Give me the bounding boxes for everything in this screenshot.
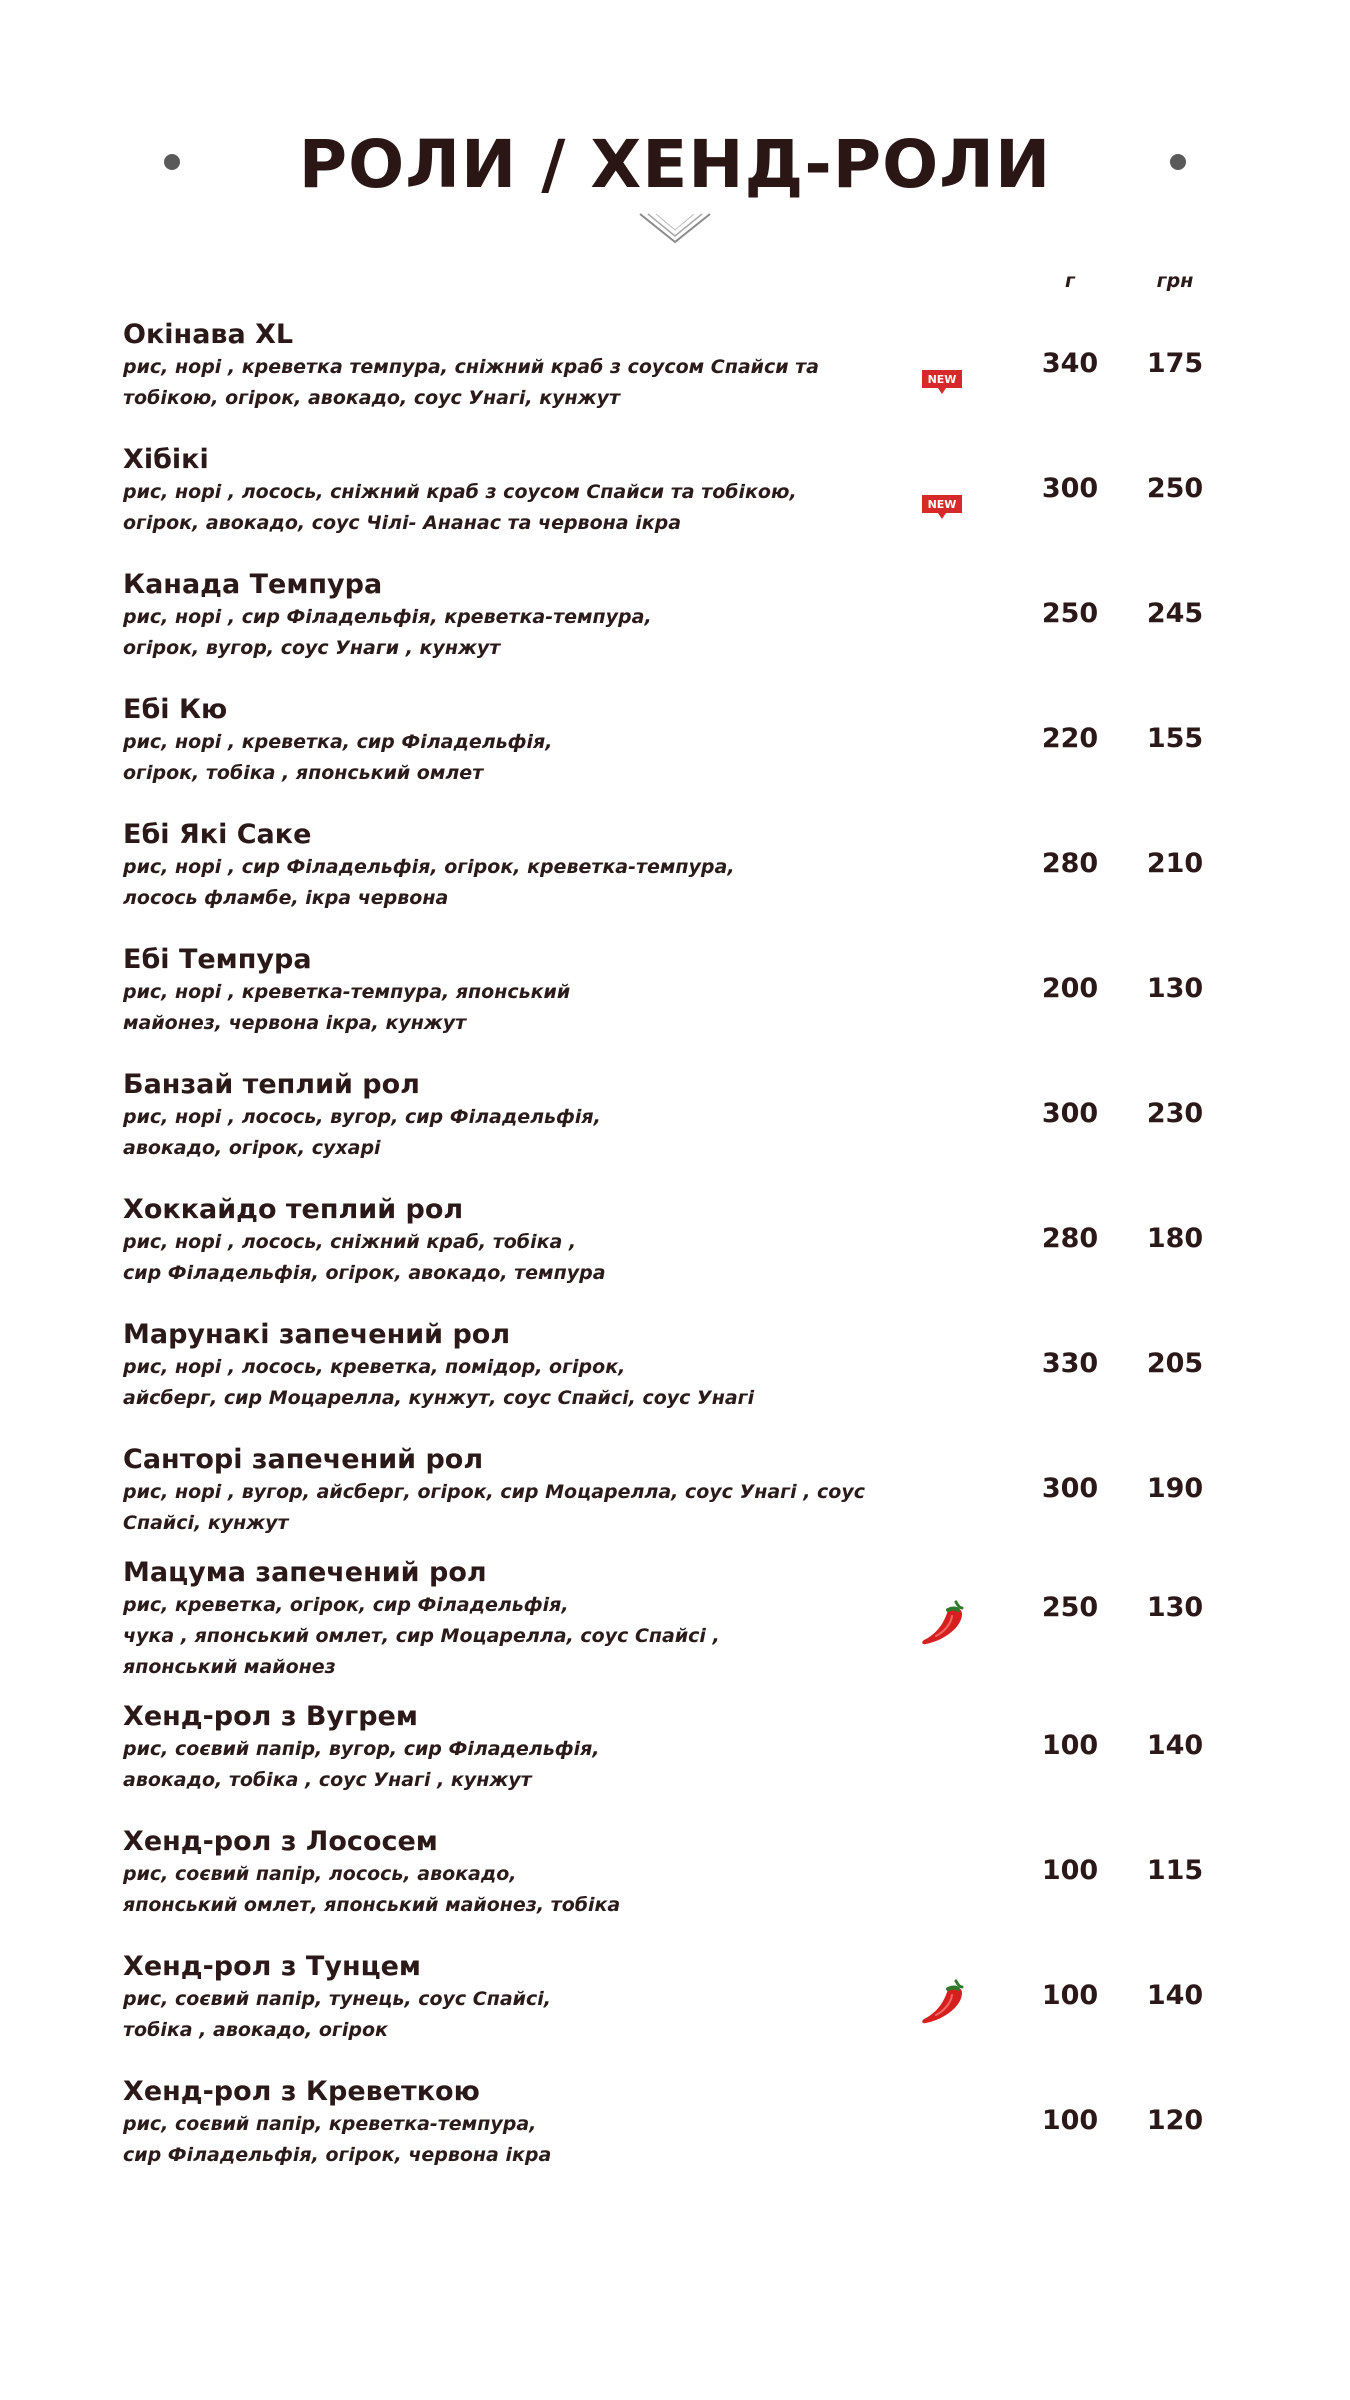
item-weight: 280 <box>1041 848 1099 879</box>
item-price: 130 <box>1146 1592 1204 1623</box>
item-description: рис, норі , лосось, сніжний краб, тобіка , сир Філадельфія, огірок, авокадо, темпура <box>123 1231 606 1284</box>
menu-item <box>123 1700 1223 1796</box>
svg-text:NEW: NEW <box>927 373 957 386</box>
item-name: Канада Темпура <box>123 569 383 600</box>
item-weight: 200 <box>1041 973 1099 1004</box>
item-description: рис, норі , вугор, айсберг, огірок, сир Моцарелла, соус Унагі , соус Спайсі, кунжут <box>123 1481 866 1534</box>
item-description: рис, соєвий папір, лосось, авокадо, японський омлет, японський майонез, тобіка <box>123 1863 621 1916</box>
item-name: Ебі Які Саке <box>123 819 312 850</box>
item-price: 180 <box>1146 1223 1204 1254</box>
item-weight: 220 <box>1041 723 1099 754</box>
item-description: рис, соєвий папір, тунець, соус Спайсі, тобіка , авокадо, огірок <box>123 1988 551 2041</box>
item-name: Окінава XL <box>123 319 294 350</box>
item-price: 205 <box>1146 1348 1204 1379</box>
menu-item <box>123 1068 1223 1164</box>
item-weight: 100 <box>1041 1855 1099 1886</box>
item-description: рис, соєвий папір, вугор, сир Філадельфія, авокадо, тобіка , соус Унагі , кунжут <box>123 1738 600 1791</box>
item-price: 245 <box>1146 598 1204 629</box>
menu-item <box>123 318 1223 414</box>
item-weight: 280 <box>1041 1223 1099 1254</box>
item-name: Хенд-рол з Тунцем <box>123 1951 422 1982</box>
svg-text:NEW: NEW <box>927 498 957 511</box>
item-description: рис, норі , лосось, вугор, сир Філадельфія, авокадо, огірок, сухарі <box>123 1106 601 1159</box>
item-name: Хенд-рол з Лососем <box>123 1826 438 1857</box>
chili-pepper-icon <box>918 1975 968 2027</box>
item-price: 140 <box>1146 1730 1204 1761</box>
item-price: 120 <box>1146 2105 1204 2136</box>
menu-item <box>123 443 1223 539</box>
item-description: рис, норі , сир Філадельфія, огірок, креветка-темпура, лосось фламбе, ікра червона <box>123 856 735 909</box>
section-header <box>150 112 1200 252</box>
item-name: Хенд-рол з Креветкою <box>123 2076 480 2107</box>
menu-item <box>123 568 1223 664</box>
item-name: Мацума запечений рол <box>123 1557 487 1588</box>
item-weight: 250 <box>1041 1592 1099 1623</box>
item-weight: 330 <box>1041 1348 1099 1379</box>
item-description: рис, норі , лосось, сніжний краб з соусом Спайси та тобікою, огірок, авокадо, соус Чілі- Ананас та червона ікра <box>123 481 797 534</box>
item-name: Хенд-рол з Вугрем <box>123 1701 418 1732</box>
item-weight: 100 <box>1041 1730 1099 1761</box>
price-column-header: грн <box>1156 270 1194 292</box>
item-name: Ебі Кю <box>123 694 228 725</box>
item-name: Марунакі запечений рол <box>123 1319 511 1350</box>
item-price: 175 <box>1146 348 1204 379</box>
item-price: 190 <box>1146 1473 1204 1504</box>
new-badge-icon <box>920 493 964 521</box>
item-description: рис, норі , креветка темпура, сніжний краб з соусом Спайси та тобікою, огірок, авокадо, соус Унагі, кунжут <box>123 356 820 409</box>
item-name: Ебі Темпура <box>123 944 312 975</box>
item-description: рис, креветка, огірок, сир Філадельфія, чука , японський омлет, сир Моцарелла, соус Спайсі , японський майонез <box>123 1594 720 1678</box>
page-title: РОЛИ / ХЕНД-РОЛИ <box>298 126 1052 203</box>
menu-item <box>123 1556 1223 1683</box>
item-name: Хоккайдо теплий рол <box>123 1194 464 1225</box>
item-price: 230 <box>1146 1098 1204 1129</box>
new-badge-icon <box>920 368 964 396</box>
item-name: Хібікі <box>123 444 209 475</box>
item-price: 210 <box>1146 848 1204 879</box>
menu-item <box>123 1193 1223 1289</box>
item-description: рис, соєвий папір, креветка-темпура, сир Філадельфія, огірок, червона ікра <box>123 2113 552 2166</box>
item-weight: 300 <box>1041 1098 1099 1129</box>
item-weight: 300 <box>1041 473 1099 504</box>
item-weight: 100 <box>1041 2105 1099 2136</box>
item-weight: 300 <box>1041 1473 1099 1504</box>
item-weight: 100 <box>1041 1980 1099 2011</box>
chili-pepper-icon <box>918 1596 968 1648</box>
item-description: рис, норі , лосось, креветка, помідор, огірок, айсберг, сир Моцарелла, кунжут, соус Спайсі, соус Унагі <box>123 1356 755 1409</box>
menu-item <box>123 2075 1223 2171</box>
item-price: 250 <box>1146 473 1204 504</box>
item-price: 155 <box>1146 723 1204 754</box>
item-name: Банзай теплий рол <box>123 1069 420 1100</box>
item-weight: 250 <box>1041 598 1099 629</box>
menu-item <box>123 1443 1223 1539</box>
item-description: рис, норі , креветка-темпура, японський майонез, червона ікра, кунжут <box>123 981 571 1034</box>
menu-item <box>123 1825 1223 1921</box>
menu-item <box>123 818 1223 914</box>
item-description: рис, норі , сир Філадельфія, креветка-темпура, огірок, вугор, соус Унаги , кунжут <box>123 606 652 659</box>
item-name: Санторі запечений рол <box>123 1444 484 1475</box>
menu-item <box>123 693 1223 789</box>
weight-column-header: г <box>1065 270 1075 292</box>
menu-item <box>123 943 1223 1039</box>
menu-item <box>123 1950 1223 2046</box>
item-description: рис, норі , креветка, сир Філадельфія, огірок, тобіка , японський омлет <box>123 731 553 784</box>
item-price: 130 <box>1146 973 1204 1004</box>
menu-item <box>123 1318 1223 1414</box>
item-price: 140 <box>1146 1980 1204 2011</box>
item-price: 115 <box>1146 1855 1204 1886</box>
item-weight: 340 <box>1041 348 1099 379</box>
